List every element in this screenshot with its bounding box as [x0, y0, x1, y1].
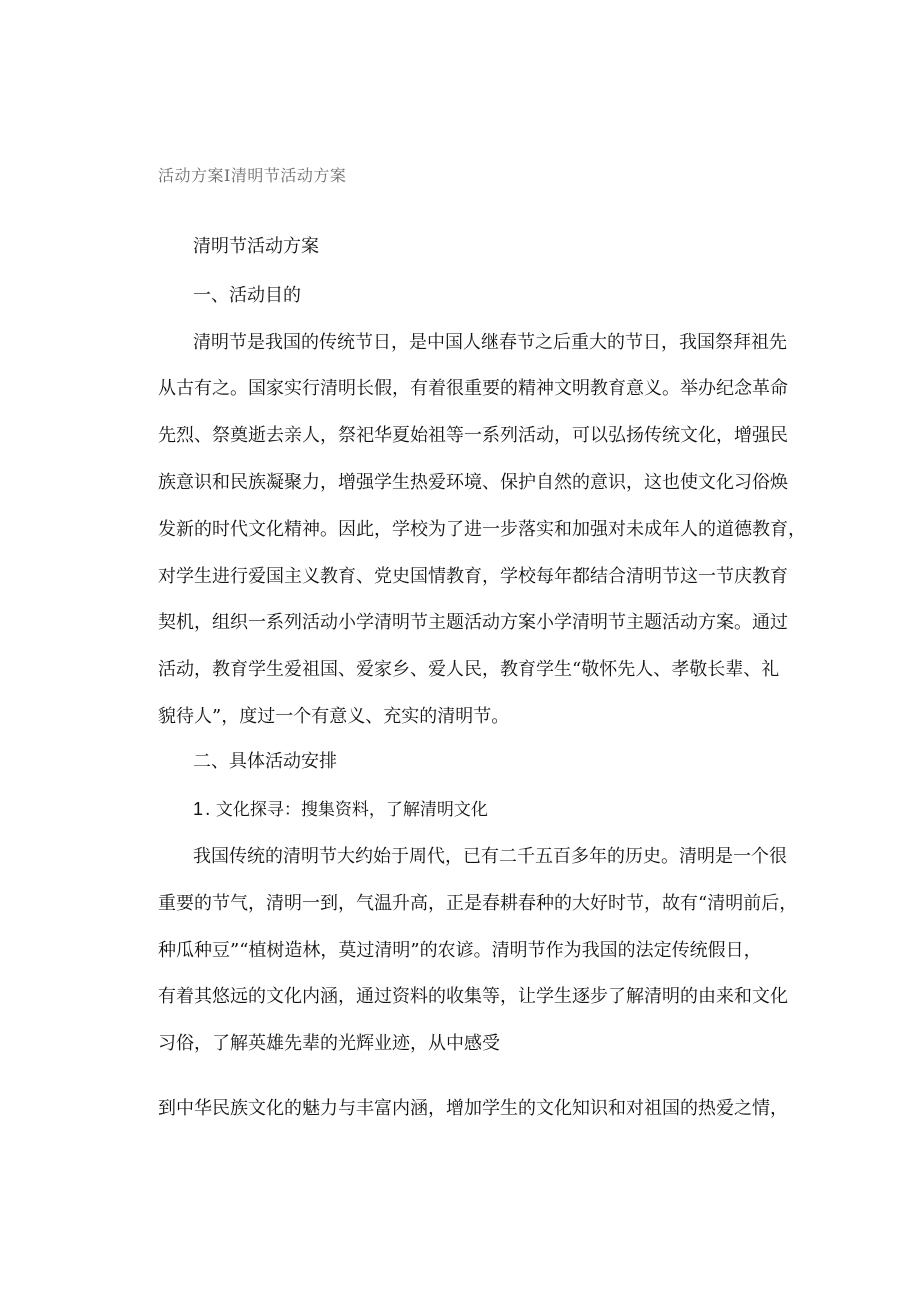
section-heading-purpose: 一、活动目的 [193, 285, 301, 306]
paragraph-line: 种瓜种豆”“植树造林，莫过清明”的农谚。清明节作为我国的法定传统假日， [158, 940, 762, 961]
paragraph-line: 我国传统的清明节大约始于周代，已有二千五百多年的历史。清明是一个很 [193, 846, 787, 867]
paragraph-line: 清明节是我国的传统节日，是中国人继春节之后重大的节日，我国祭拜祖先 [193, 332, 787, 353]
paragraph-line: 契机，组织一系列活动小学清明节主题活动方案小学清明节主题活动方案。通过 [158, 612, 788, 633]
item-text: . 文化探寻：搜集资料，了解清明文化 [205, 800, 488, 820]
section-heading-arrangement: 二、具体活动安排 [193, 751, 337, 772]
paragraph-line: 对学生进行爱国主义教育、党史国情教育，学校每年都结合清明节这一节庆教育 [158, 566, 788, 587]
paragraph-line: 重要的节气，清明一到，气温升高，正是春耕春种的大好时节，故有“清明前后， [158, 893, 798, 914]
document-title: 清明节活动方案 [193, 236, 319, 257]
paragraph-line: 习俗，了解英雄先辈的光辉业迹，从中感受 [158, 1033, 500, 1054]
subheading-item-1 [193, 795, 488, 820]
paragraph-line: 发新的时代文化精神。因此，学校为了进一步落实和加强对未成年人的道德教育， [158, 519, 806, 540]
paragraph-line: 先烈、祭奠逝去亲人，祭祀华夏始祖等一系列活动，可以弘扬传统文化，增强民 [158, 425, 788, 446]
paragraph-line: 活动，教育学生爱祖国、爱家乡、爱人民，教育学生“敬怀先人、孝敬长辈、礼 [158, 659, 780, 680]
paragraph-line: 到中华民族文化的魅力与丰富内涵，增加学生的文化知识和对祖国的热爱之情， [158, 1098, 788, 1119]
item-number: 1 [193, 799, 204, 819]
paragraph-line: 有着其悠远的文化内涵，通过资料的收集等，让学生逐步了解清明的由来和文化 [158, 986, 788, 1007]
paragraph-line: 族意识和民族凝聚力，增强学生热爱环境、保护自然的意识，这也使文化习俗焕 [158, 472, 788, 493]
paragraph-line: 貌待人”，度过一个有意义、充实的清明节。 [158, 706, 510, 727]
paragraph-line: 从古有之。国家实行清明长假，有着很重要的精神文明教育意义。举办纪念革命 [158, 378, 788, 399]
document-header: 活动方案I清明节活动方案 [158, 166, 347, 185]
